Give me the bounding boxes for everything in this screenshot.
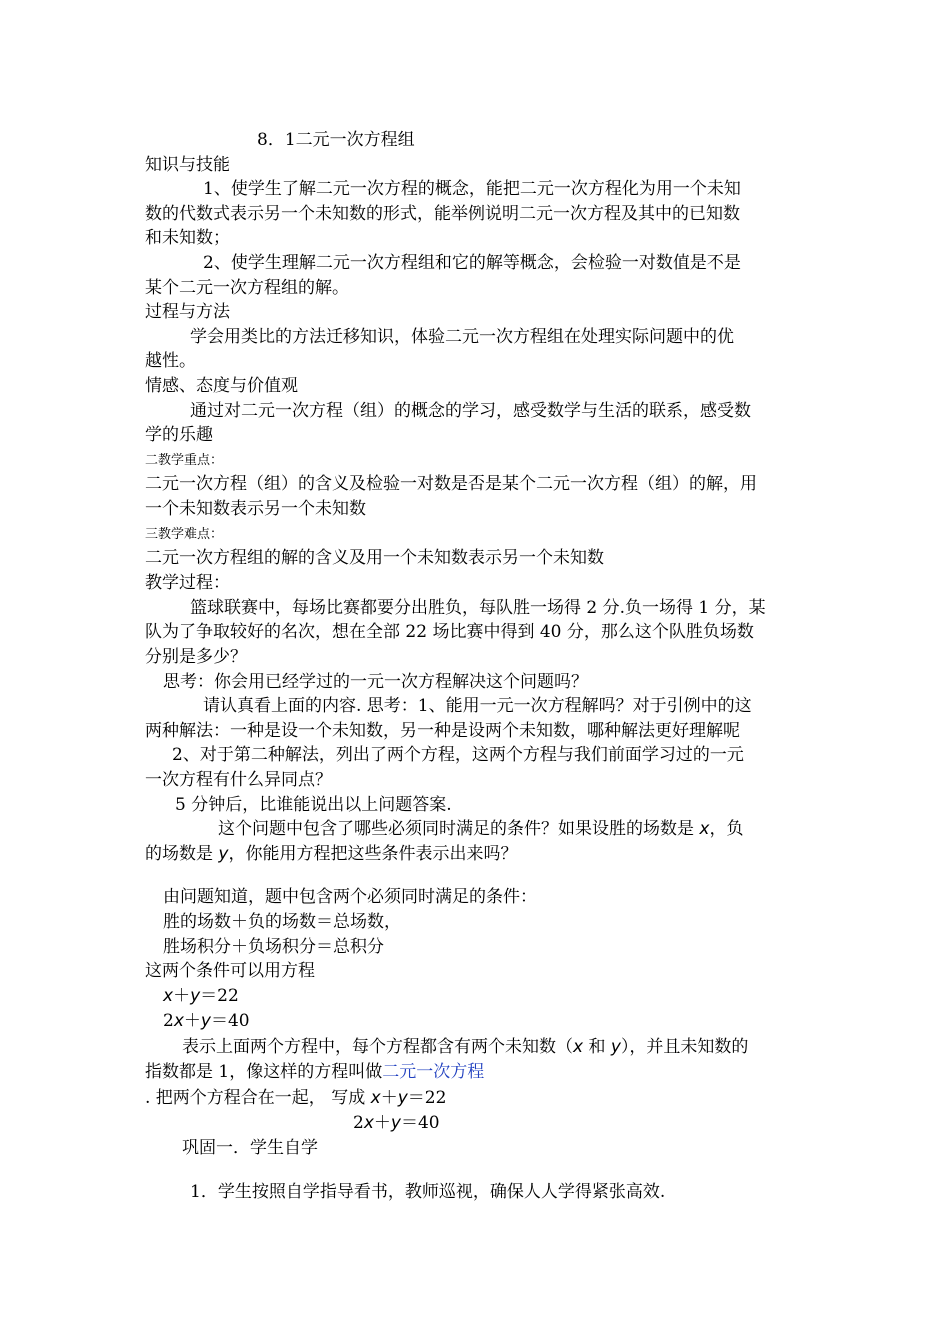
paragraph-line: 二元一次方程组的解的含义及用一个未知数表示另一个未知数 [145,548,604,568]
paragraph-line: 思考：你会用已经学过的一元一次方程解决这个问题吗？ [163,672,588,692]
paragraph-line: 两种解法：一种是设一个未知数，另一种是设两个未知数，哪种解法更好理解呢 [145,721,740,741]
paragraph-line: 某个二元一次方程组的解。 [145,278,349,298]
paragraph-line: 这个问题中包含了哪些必须同时满足的条件？如果设胜的场数是 x，负 [218,819,744,839]
paragraph-line: 5 分钟后，比谁能说出以上问题答案. [175,795,452,815]
paragraph-line: 学会用类比的方法迁移知识，体验二元一次方程组在处理实际问题中的优 [190,327,734,347]
paragraph-line: 越性。 [145,351,196,371]
variable-y: y [218,844,229,864]
heading-key-points: 二教学重点： [145,453,224,468]
equation-2-combined: 2x＋y＝40 [353,1113,440,1133]
heading-emotion-values: 情感、态度与价值观 [145,376,298,396]
paragraph-line: 1．学生按照自学指导看书，教师巡视，确保人人学得紧张高效. [190,1182,666,1202]
paragraph-line: 通过对二元一次方程（组）的概念的学习，感受数学与生活的联系，感受数 [190,401,751,421]
paragraph-line: 一次方程有什么异同点？ [145,770,332,790]
paragraph-line: 和未知数； [145,228,230,248]
paragraph-line: 的场数是 y，你能用方程把这些条件表示出来吗？ [145,844,518,864]
paragraph-line: 2、使学生理解二元一次方程组和它的解等概念，会检验一对数值是不是 [203,253,741,273]
heading-teaching-process: 教学过程： [145,573,230,593]
paragraph-line: 这两个条件可以用方程 [145,961,315,981]
equation-2: 2x＋y＝40 [163,1011,250,1031]
equation-1: x＋y＝22 [163,986,239,1006]
paragraph-line: 分别是多少？ [145,647,247,667]
paragraph-line: 数的代数式表示另一个未知数的形式，能举例说明二元一次方程及其中的已知数 [145,204,740,224]
heading-difficult-points: 三教学难点： [145,527,224,542]
paragraph-line: 队为了争取较好的名次，想在全部 22 场比赛中得到 40 分，那么这个队胜负场数 [145,622,754,642]
paragraph-line: 学的乐趣 [145,425,213,445]
heading-knowledge-skills: 知识与技能 [145,155,230,175]
paragraph-line: 2、对于第二种解法，列出了两个方程，这两个方程与我们前面学习过的一元 [172,745,744,765]
paragraph-line: 篮球联赛中，每场比赛都要分出胜负，每队胜一场得 2 分.负一场得 1 分，某 [190,598,766,618]
paragraph-line: . 把两个方程合在一起， 写成 x＋y＝22 [145,1088,447,1108]
paragraph-line: 一个未知数表示另一个未知数 [145,499,366,519]
paragraph-line: 指数都是 1，像这样的方程叫做二元一次方程 [145,1062,485,1082]
condition-line: 胜场积分＋负场积分＝总积分 [163,937,384,957]
condition-line: 胜的场数＋负的场数＝总场数， [163,912,401,932]
heading-consolidate: 巩固一．学生自学 [182,1138,318,1158]
paragraph-line: 由问题知道，题中包含两个必须同时满足的条件： [163,887,537,907]
page-title: 8．1二元一次方程组 [257,130,415,150]
paragraph-line: 二元一次方程（组）的含义及检验一对数是否是某个二元一次方程（组）的解，用 [145,474,757,494]
heading-process-methods: 过程与方法 [145,302,230,322]
paragraph-line: 1、使学生了解二元一次方程的概念，能把二元一次方程化为用一个未知 [203,179,741,199]
paragraph-line: 表示上面两个方程中，每个方程都含有两个未知数（x 和 y），并且未知数的 [182,1037,749,1057]
variable-x: x [699,819,710,839]
term-link[interactable]: 二元一次方程 [382,1062,485,1082]
paragraph-line: 请认真看上面的内容. 思考：1、能用一元一次方程解吗？对于引例中的这 [203,696,752,716]
